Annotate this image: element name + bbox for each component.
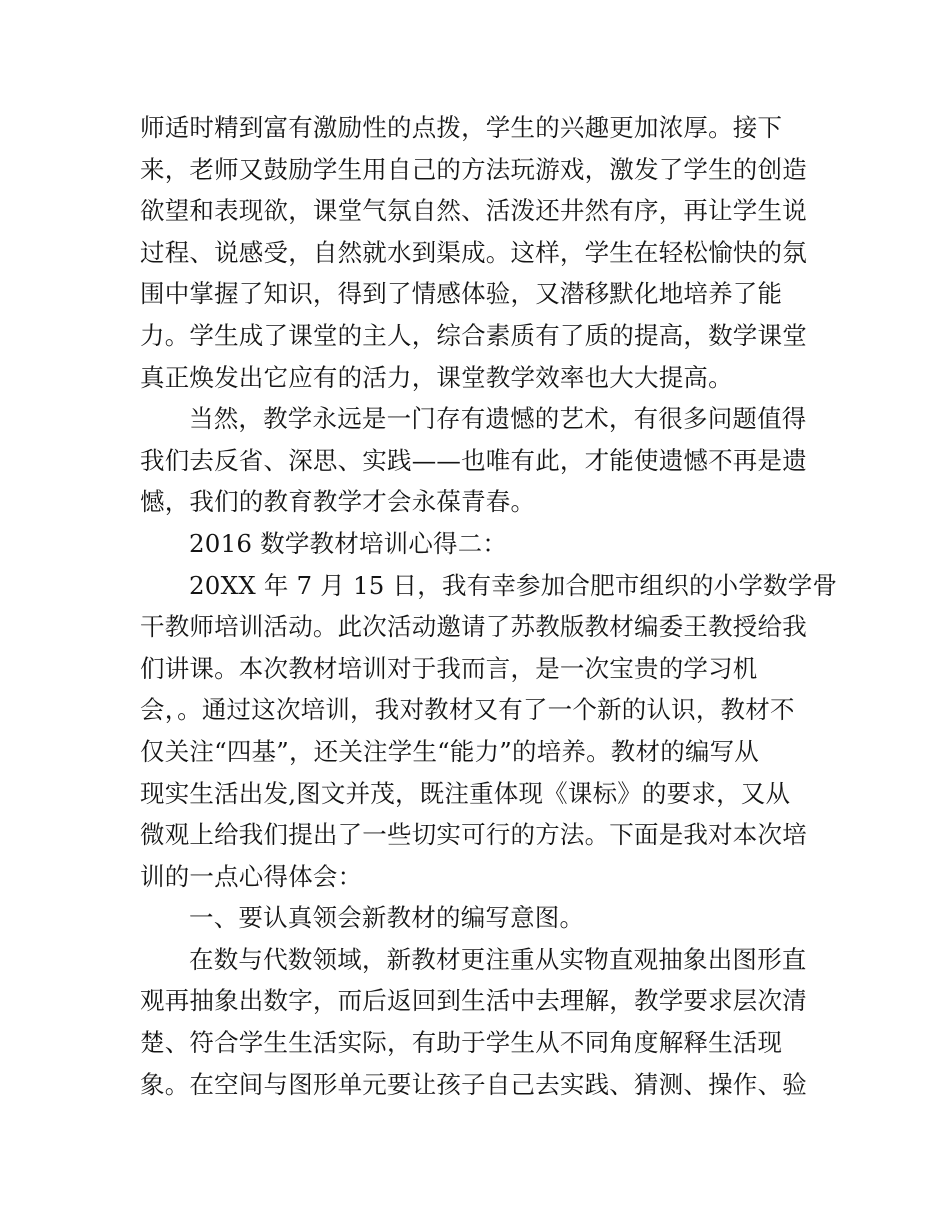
text-line: 围中掌握了知识，得到了情感体验，又潜移默化地培养了能 [140,279,783,309]
text-line: 真正焕发出它应有的活力，课堂教学效率也大大提高。 [140,362,733,392]
text-line: 楚、符合学生生活实际，有助于学生从不同角度解释生活现 [140,1028,783,1058]
section-heading: 2016 数学教材培训心得二： [189,528,508,558]
text-line: 力。学生成了课堂的主人，综合素质有了质的提高，数学课堂 [140,320,807,350]
text-line: 20XX 年 7 月 15 日，我有幸参加合肥市组织的小学数学骨 [189,570,838,600]
text-line: 师适时精到富有激励性的点拨，学生的兴趣更加浓厚。接下 [140,113,783,142]
text-line: 象。在空间与图形单元要让孩子自己去实践、猜测、操作、验 [140,1069,807,1099]
body-text [140,107,838,1105]
text-line: 在数与代数领域，新教材更注重从实物直观抽象出图形直 [189,944,807,974]
text-line: 们讲课。本次教材培训对于我而言，是一次宝贵的学习机 [140,653,758,683]
text-line: 微观上给我们提出了一些切实可行的方法。下面是我对本次培 [140,820,807,850]
text-line: 欲望和表现欲，课堂气氛自然、活泼还井然有序，再让学生说 [140,196,807,226]
text-line: 我们去反省、深思、实践——也唯有此，才能使遗憾不再是遗 [140,445,807,475]
text-line: 会，。通过这次培训，我对教材又有了一个新的认识，教材不 [140,695,795,725]
text-line: 观再抽象出数字，而后返回到生活中去理解，教学要求层次清 [140,986,807,1016]
text-line: 现实生活出发,图文并茂，既注重体现《课标》的要求，又从 [140,778,791,808]
text-line: 干教师培训活动。此次活动邀请了苏教版教材编委王教授给我 [140,612,807,642]
text-line: 来，老师又鼓励学生用自己的方法玩游戏，激发了学生的创造 [140,154,807,184]
text-line: 过程、说感受，自然就水到渠成。这样，学生在轻松愉快的氛 [140,237,807,267]
text-line: 仅关注“四基”，还关注学生“能力”的培养。教材的编写从 [140,736,759,766]
text-line: 训的一点心得体会： [140,861,363,891]
subsection-heading: 一、要认真领会新教材的编写意图。 [189,903,585,933]
text-line: 当然，教学永远是一门存有遗憾的艺术，有很多问题值得 [189,404,807,434]
text-line: 憾，我们的教育教学才会永葆青春。 [140,487,536,517]
